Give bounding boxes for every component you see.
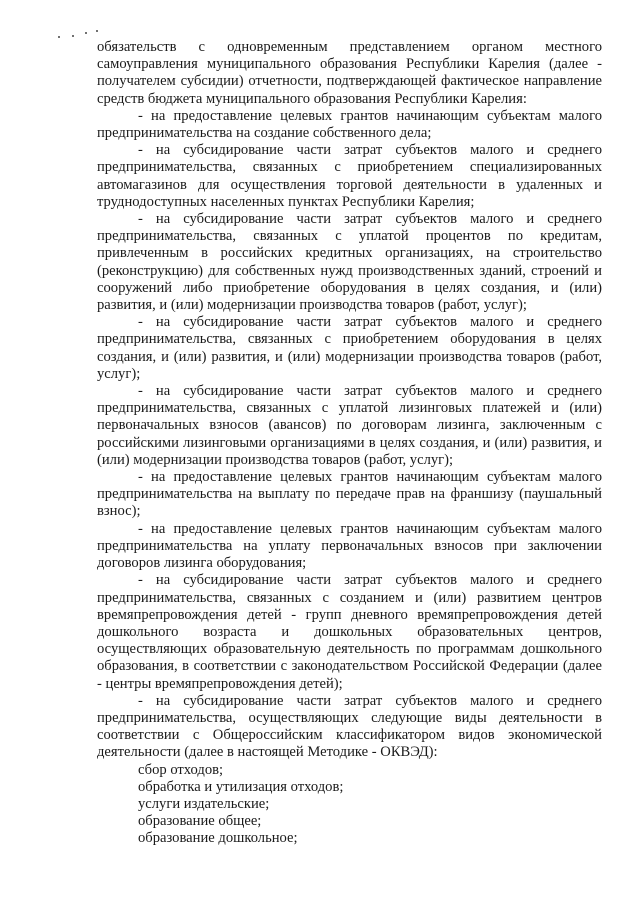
grant-item: - на субсидирование части затрат субъектов малого и среднего предпринимательства, осуществляющих следующие виды деятельности в соответствии с Общероссийским классификатором видов экономической деятельности (далее в настоящей Методике - ОКВЭД): — [97, 692, 602, 761]
okved-item: образование дошкольное; — [138, 830, 298, 847]
grant-item: - на предоставление целевых грантов начинающим субъектам малого предпринимательства на уплату первоначальных взносов при заключении договоров лизинга оборудования; — [97, 520, 602, 572]
grant-item: - на субсидирование части затрат субъектов малого и среднего предпринимательства, связанных с уплатой процентов по кредитам, привлеченным в российских кредитных организациях, на строительство (реконструкцию) для собственных нужд производственных зданий, строений и сооружений либо приобретение оборудования в целях создания, и (или) развития, и (или) модернизации производства товаров (работ, услуг); — [97, 211, 602, 314]
okved-item: обработка и утилизация отходов; — [138, 778, 344, 795]
intro-paragraph: обязательств с одновременным представлением органом местного самоуправления муниципального образования Республики Карелия (далее - получателем субсидии) отчетности, подтверждающей фактическое направление средств бюджета муниципального образования Республики Карелия: — [97, 39, 602, 107]
grant-item: - на предоставление целевых грантов начинающим субъектам малого предпринимательства на создание собственного дела; — [97, 107, 602, 142]
okved-item: образование общее; — [138, 813, 262, 830]
grant-item: - на субсидирование части затрат субъектов малого и среднего предпринимательства, связанных с приобретением оборудования в целях создания, и (или) развития, и (или) модернизации производства товаров (работ, услуг); — [97, 314, 602, 382]
okved-list — [97, 762, 602, 848]
grant-item: - на субсидирование части затрат субъектов малого и среднего предпринимательства, связанных с созданием и (или) развитием центров времяпрепровождения детей - групп дневного времяпрепровождения детей дошкольного возраста и дошкольных образовательных центров, осуществляющих образовательную деятельность по программам дошкольного образования, в соответствии с законодательством Российской Федерации (далее - центры времяпрепровождения детей); — [97, 572, 602, 692]
grant-item: - на субсидирование части затрат субъектов малого и среднего предпринимательства, связанных с уплатой лизинговых платежей и (или) первоначальных взносов (авансов) по договорам лизинга, заключенным с российскими лизинговыми организациями в целях создания, и (или) развития, и (или) модернизации производства товаров (работ, услуг); — [97, 383, 602, 468]
okved-item: услуги издательские; — [138, 795, 270, 812]
grant-item: - на субсидирование части затрат субъектов малого и среднего предпринимательства, связанных с приобретением специализированных автомагазинов для осуществления торговой деятельности в удаленных и труднодоступных населенных пунктах Республики Карелия; — [97, 142, 602, 210]
grant-item: - на предоставление целевых грантов начинающим субъектам малого предпринимательства на выплату по передаче прав на франшизу (паушальный взнос); — [97, 469, 602, 520]
document-page — [97, 39, 602, 848]
okved-item: сбор отходов; — [138, 761, 224, 778]
